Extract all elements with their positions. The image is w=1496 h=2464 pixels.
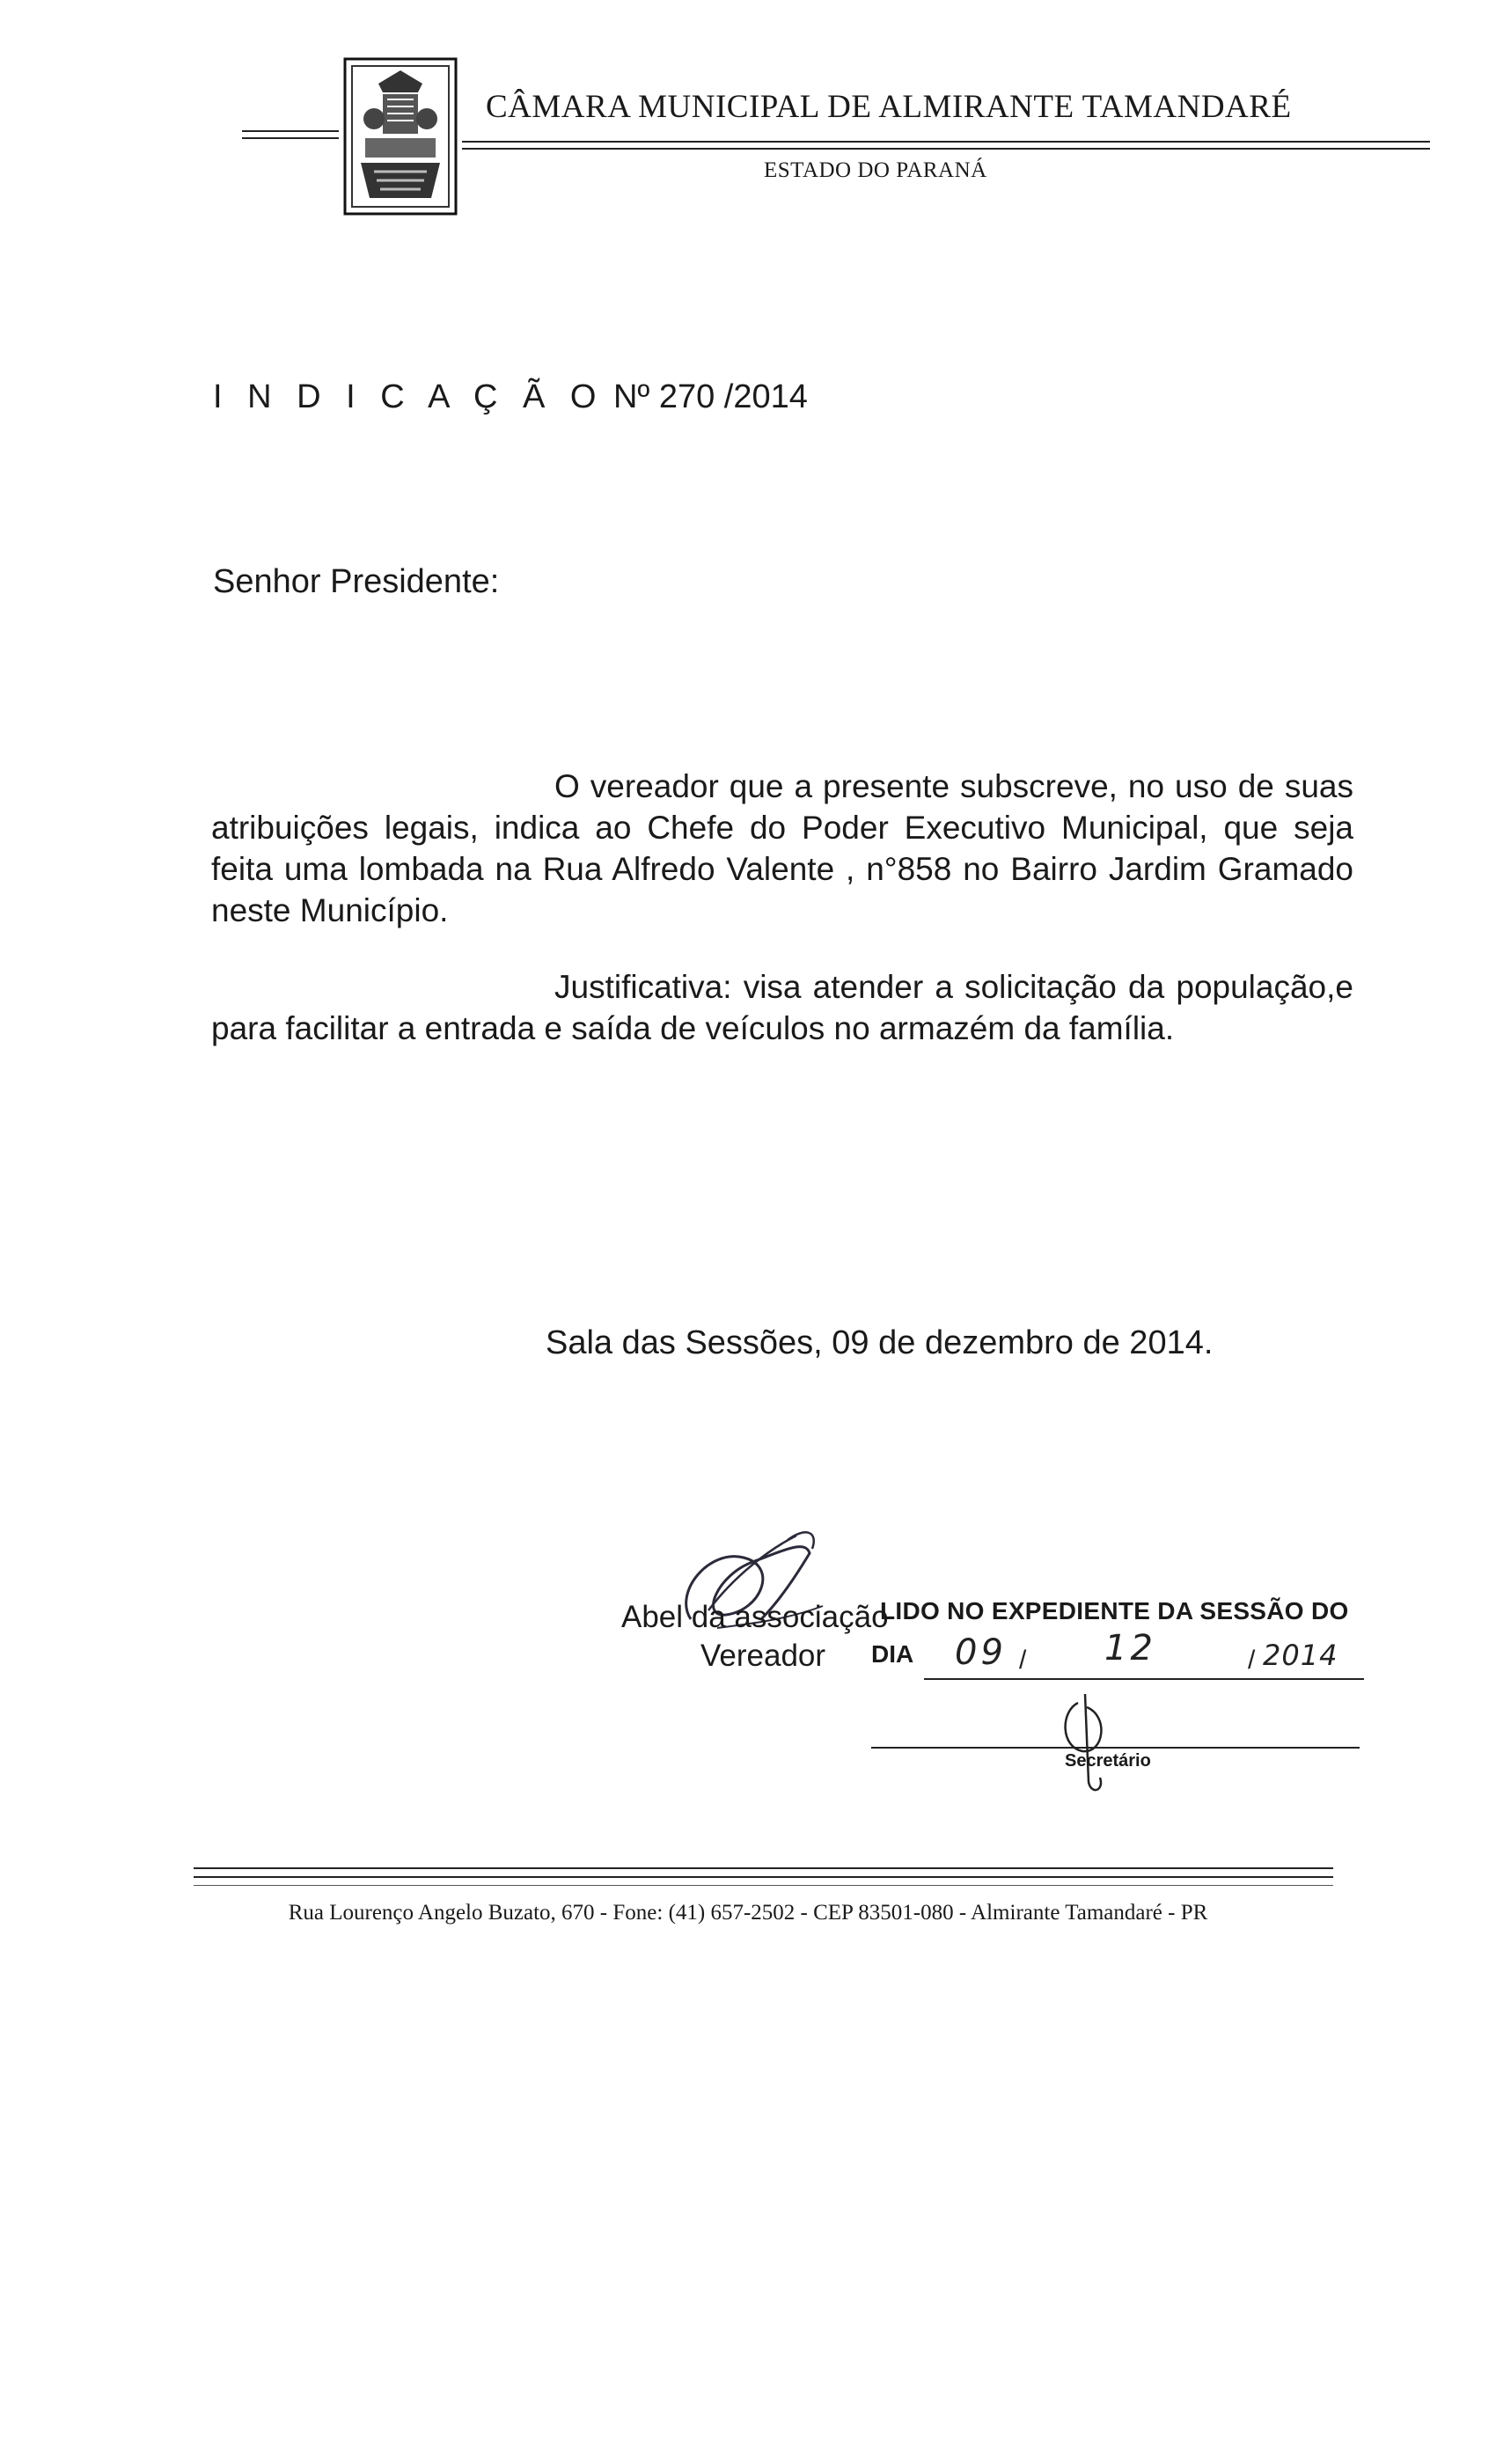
stamp-dia-label: DIA xyxy=(871,1640,914,1668)
body-paragraph-2 xyxy=(211,966,1353,1049)
coat-of-arms-icon xyxy=(343,57,458,216)
state-subtitle: ESTADO DO PARANÁ xyxy=(764,158,987,182)
header-rule-right-bottom xyxy=(462,148,1430,150)
footer-rule-top xyxy=(194,1867,1333,1869)
footer-rule-bottom xyxy=(194,1876,1333,1878)
header-rule-right-top xyxy=(462,141,1430,143)
signer-name: Abel da associação xyxy=(621,1600,889,1634)
document-number xyxy=(213,378,808,416)
footer-address xyxy=(0,1901,1496,1925)
stamp-year: 2014 xyxy=(1263,1639,1338,1672)
header-rule-left-top xyxy=(242,130,339,132)
place-date: Sala das Sessões, 09 de dezembro de 2014. xyxy=(546,1324,1214,1361)
header-rule-left-bottom xyxy=(242,137,339,139)
stamp-month: 12 xyxy=(1104,1628,1156,1668)
secretary-initials xyxy=(1052,1685,1122,1800)
stamp-slash-1: / xyxy=(1019,1646,1027,1675)
stamp-date-line xyxy=(924,1678,1364,1680)
body-paragraph-1 xyxy=(211,766,1353,931)
footer-address-text: Rua Lourenço Angelo Buzato, 670 - Fone: (41) 657-2502 - CEP 83501-080 - Almirante Tamandaré - PR xyxy=(288,1901,1208,1925)
justification-text: Justificativa: visa atender a solicitação da população,e para facilitar a entrada e saída de veículos no armazém da família. xyxy=(211,969,1353,1046)
signer-role: Vereador xyxy=(700,1639,826,1673)
footer-rule-thin xyxy=(194,1885,1333,1886)
institution-title: CÂMARA MUNICIPAL DE ALMIRANTE TAMANDARÉ xyxy=(486,89,1292,125)
secretary-label: Secretário xyxy=(1065,1751,1151,1771)
stamp-heading: LIDO NO EXPEDIENTE DA SESSÃO DO xyxy=(880,1597,1349,1624)
body-paragraph-1-text: O vereador que a presente subscreve, no uso de suas atribuições legais, indica ao Chefe do Poder Executivo Municipal, que seja feita uma lombada na Rua Alfredo Valente , n°858 no Bairro Jardim Gramado neste Município. xyxy=(211,768,1353,928)
stamp-slash-2: / xyxy=(1248,1646,1256,1675)
salutation: Senhor Presidente: xyxy=(213,563,500,600)
stamp-day: 09 xyxy=(955,1632,1007,1673)
document-type: I N D I C A Ç Ã O xyxy=(213,378,605,415)
document-number-value: Nº 270 /2014 xyxy=(612,378,808,415)
